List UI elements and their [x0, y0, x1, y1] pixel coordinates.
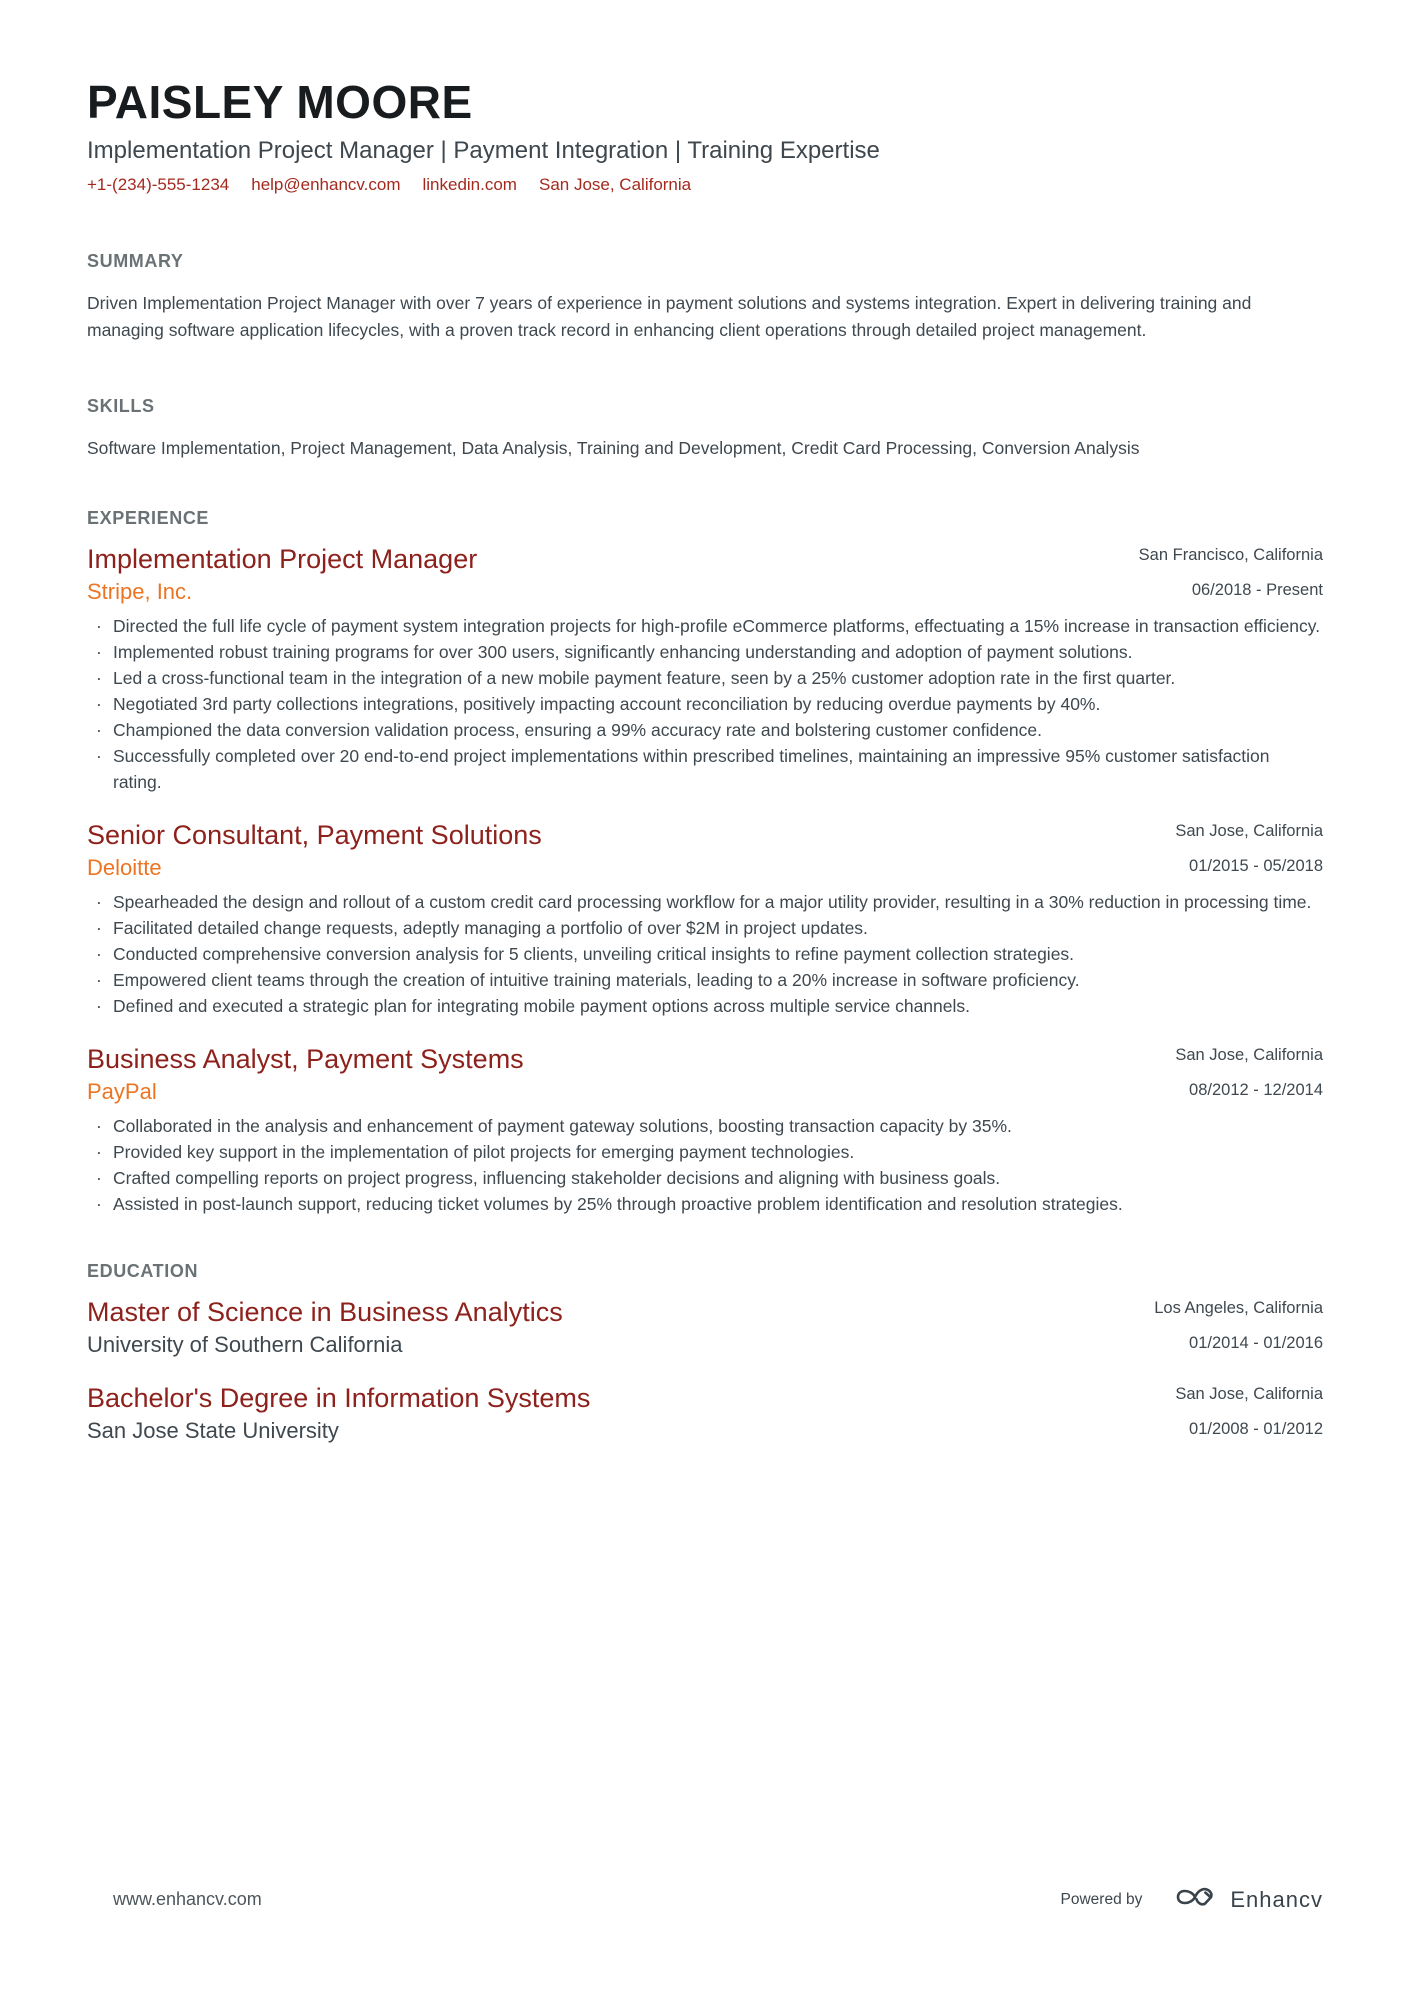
enhancv-logo-icon: [1172, 1884, 1218, 1915]
contact-row: [87, 175, 1323, 195]
experience-entry: [87, 819, 1323, 1019]
degree-title: Master of Science in Business Analytics: [87, 1297, 563, 1328]
bullet-item: · Conducted comprehensive conversion analysis for 5 clients, unveiling critical insights to refine payment collection strategies.: [87, 941, 1323, 967]
summary-text: Driven Implementation Project Manager with over 7 years of experience in payment solutions and systems integration. Expert in delivering training and managing software application lifecycles, with a proven track record in enhancing client operations through detailed project management.: [87, 293, 1252, 341]
enhancv-brand: [1172, 1884, 1323, 1915]
job-location: San Francisco, California: [1138, 546, 1323, 565]
page-footer: [113, 1884, 1323, 1915]
degree-title: Bachelor's Degree in Information Systems: [87, 1383, 591, 1414]
bullet-item: · Provided key support in the implementation of pilot projects for emerging payment technologies.: [87, 1139, 1323, 1165]
job-title: Implementation Project Manager: [87, 544, 478, 575]
degree-location: San Jose, California: [1175, 1385, 1323, 1404]
bullet-item: · Spearheaded the design and rollout of a custom credit card processing workflow for a major utility provider, resulting in a 30% reduction in processing time.: [87, 889, 1323, 915]
contact-location: San Jose, California: [538, 175, 692, 195]
degree-dates: 01/2014 - 01/2016: [1189, 1334, 1323, 1353]
powered-by-label: Powered by: [1060, 1890, 1143, 1908]
contact-phone: +1-(234)-555-1234: [87, 175, 230, 195]
bullet-item: · Successfully completed over 20 end-to-end project implementations within prescribed timelines, maintaining an impressive 95% customer satisfaction rating.: [87, 743, 1323, 795]
person-name: PAISLEY MOORE: [87, 76, 473, 128]
job-company: PayPal: [87, 1079, 157, 1105]
bullet-item: · Led a cross-functional team in the integration of a new mobile payment feature, seen by a 25% customer adoption rate in the first quarter.: [87, 665, 1323, 691]
education-heading: EDUCATION: [87, 1261, 199, 1282]
job-title: Business Analyst, Payment Systems: [87, 1044, 524, 1075]
job-dates: 06/2018 - Present: [1191, 581, 1323, 600]
experience-entry: [87, 543, 1323, 795]
job-company: Stripe, Inc.: [87, 579, 193, 605]
job-dates: 01/2015 - 05/2018: [1189, 857, 1323, 876]
bullet-item: · Directed the full life cycle of payment system integration projects for high-profile eCommerce platforms, effectuating a 15% increase in transaction efficiency.: [87, 613, 1323, 639]
education-entry: [87, 1382, 1323, 1444]
contact-linkedin-link[interactable]: linkedin.com: [422, 175, 517, 195]
degree-location: Los Angeles, California: [1154, 1299, 1323, 1318]
job-title: Senior Consultant, Payment Solutions: [87, 820, 542, 851]
bullet-item: · Crafted compelling reports on project progress, influencing stakeholder decisions and aligning with business goals.: [87, 1165, 1323, 1191]
resume-header: [87, 78, 1323, 195]
bullet-item: · Implemented robust training programs for over 300 users, significantly enhancing understanding and adoption of payment solutions.: [87, 639, 1323, 665]
degree-school: San Jose State University: [87, 1418, 339, 1444]
bullet-item: · Facilitated detailed change requests, adeptly managing a portfolio of over $2M in project updates.: [87, 915, 1323, 941]
powered-by-block: [1061, 1884, 1323, 1915]
summary-heading: SUMMARY: [87, 251, 184, 272]
skills-text: Software Implementation, Project Management, Data Analysis, Training and Development, Credit Card Processing, Conversion Analysis: [87, 438, 1140, 459]
experience-entry: [87, 1043, 1323, 1217]
contact-email-link[interactable]: help@enhancv.com: [251, 175, 401, 195]
job-location: San Jose, California: [1175, 822, 1323, 841]
job-bullets: [87, 889, 1323, 1019]
enhancv-wordmark: Enhancv: [1230, 1886, 1323, 1912]
job-dates: 08/2012 - 12/2014: [1189, 1081, 1323, 1100]
experience-heading: EXPERIENCE: [87, 508, 210, 529]
bullet-item: · Championed the data conversion validation process, ensuring a 99% accuracy rate and bolstering customer confidence.: [87, 717, 1323, 743]
person-title: Implementation Project Manager | Payment Integration | Training Expertise: [87, 137, 880, 165]
bullet-item: · Collaborated in the analysis and enhancement of payment gateway solutions, boosting transaction capacity by 35%.: [87, 1113, 1323, 1139]
job-bullets: [87, 613, 1323, 795]
bullet-item: · Negotiated 3rd party collections integrations, positively impacting account reconciliation by reducing overdue payments by 40%.: [87, 691, 1323, 717]
degree-dates: 01/2008 - 01/2012: [1189, 1420, 1323, 1439]
bullet-item: · Assisted in post-launch support, reducing ticket volumes by 25% through proactive problem identification and resolution strategies.: [87, 1191, 1323, 1217]
bullet-item: · Defined and executed a strategic plan for integrating mobile payment options across multiple service channels.: [87, 993, 1323, 1019]
skills-heading: SKILLS: [87, 396, 155, 417]
job-company: Deloitte: [87, 855, 162, 881]
degree-school: University of Southern California: [87, 1332, 403, 1358]
job-bullets: [87, 1113, 1323, 1217]
enhancv-website-link[interactable]: www.enhancv.com: [113, 1889, 262, 1909]
education-entry: [87, 1296, 1323, 1358]
job-location: San Jose, California: [1175, 1046, 1323, 1065]
bullet-item: · Empowered client teams through the creation of intuitive training materials, leading to a 20% increase in software proficiency.: [87, 967, 1323, 993]
